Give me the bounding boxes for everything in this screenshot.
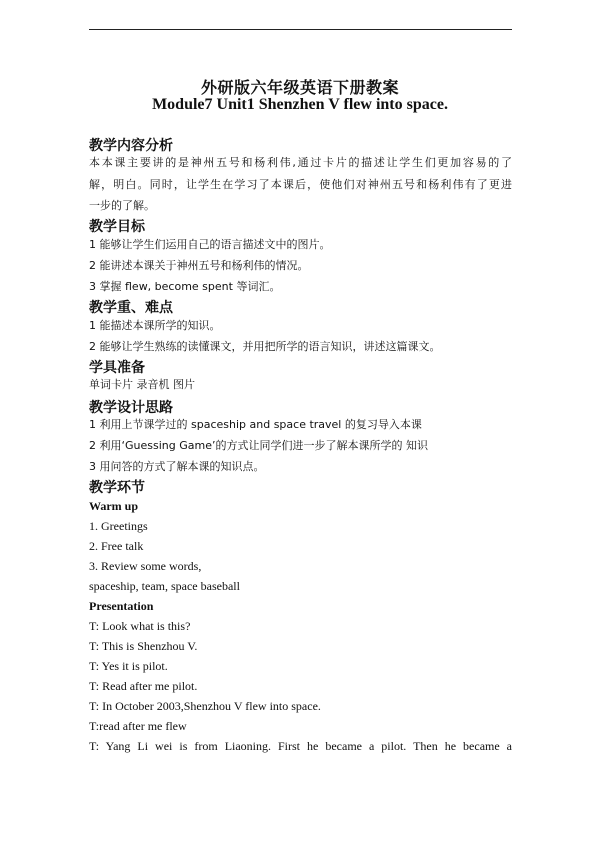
design-line-2: 2 利用‘Guessing Game’的方式让同学们进一步了解本课所学的 知识 [89,439,428,452]
goals-line-2: 2 能讲述本课关于神州五号和杨利伟的情况。 [89,259,309,272]
heading-content-analysis: 教学内容分析 [89,138,173,154]
warmup-line-2: 2. Free talk [89,539,144,553]
presentation-line-6: T:read after me flew [89,719,187,733]
presentation-line-4: T: Read after me pilot. [89,679,198,693]
warmup-line-1: 1. Greetings [89,519,148,533]
heading-key-points: 教学重、难点 [89,300,173,316]
analysis-line-2-text: 解，明白。同时，让学生在学习了本课后，使他们对神州五号和杨利伟有了更进 [89,178,512,191]
analysis-line-1 [89,156,512,170]
presentation-line-7-text: T: Yang Li wei is from Liaoning. First he became a pilot. Then he became a [89,739,512,753]
presentation-line-1: T: Look what is this? [89,619,191,633]
page-title-chinese: 外研版六年级英语下册教案 [200,78,399,97]
goals-line-3: 3 掌握 flew, become spent 等词汇。 [89,280,281,293]
presentation-line-2: T: This is Shenzhou V. [89,639,198,653]
keypoints-line-2: 2 能够让学生熟练的读懂课文，并用把所学的语言知识，讲述这篇课文。 [89,340,441,353]
design-line-3: 3 用问答的方式了解本课的知识点。 [89,460,265,473]
warmup-line-3: 3. Review some words, [89,559,202,573]
presentation-line-5: T: In October 2003,Shenzhou V flew into space. [89,699,321,713]
heading-design-ideas: 教学设计思路 [89,400,173,416]
analysis-line-3: 一步的了解。 [89,199,155,212]
heading-materials: 学具准备 [89,360,145,376]
analysis-line-2 [89,178,512,192]
heading-teaching-goals: 教学目标 [89,219,145,235]
warmup-line-4: spaceship, team, space baseball [89,579,240,593]
analysis-line-1-text: 本本课主要讲的是神州五号和杨利伟,通过卡片的描述让学生们更加容易的了 [89,156,512,169]
page-title-english: Module7 Unit1 Shenzhen V flew into space. [152,96,448,113]
materials-line: 单词卡片 录音机 图片 [89,378,195,391]
design-line-1: 1 利用上节课学过的 spaceship and space travel 的复习导入本课 [89,418,422,431]
top-rule [89,29,512,30]
warmup-label: Warm up [89,499,139,513]
presentation-line-3: T: Yes it is pilot. [89,659,168,673]
keypoints-line-1: 1 能描述本课所学的知识。 [89,319,221,332]
presentation-label: Presentation [89,599,154,613]
heading-teaching-steps: 教学环节 [89,480,145,496]
goals-line-1: 1 能够让学生们运用自己的语言描述文中的图片。 [89,238,331,251]
presentation-line-7 [89,739,512,753]
